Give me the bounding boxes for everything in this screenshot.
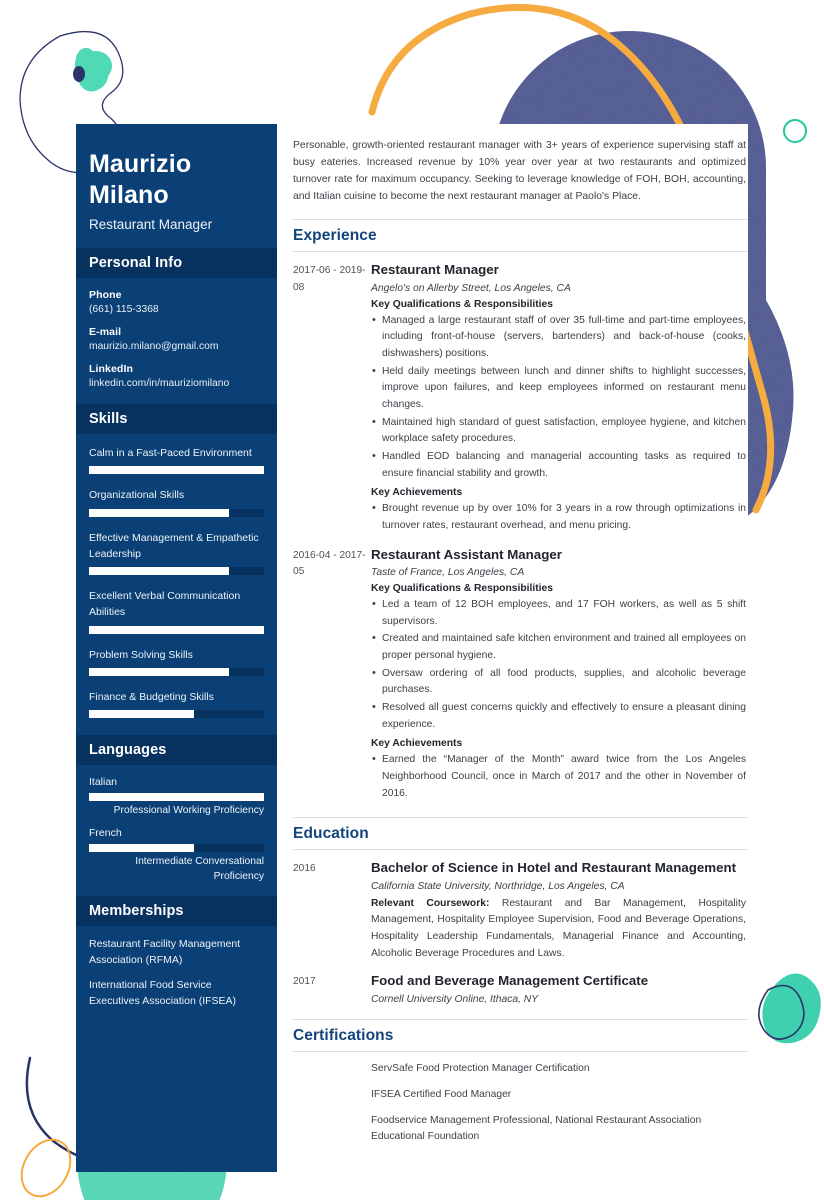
skill-bar-fill (89, 509, 229, 517)
skill-bar-track (89, 509, 264, 517)
experience-job-title: Restaurant Manager (371, 262, 499, 278)
languages-list (76, 765, 277, 896)
language-item (89, 776, 264, 818)
bullet-item: • Resolved all guest concerns quickly and effectively to ensure a pleasant dining experience. (371, 700, 746, 733)
education-date: 2017 (293, 976, 316, 988)
navy-dot-topleft (73, 66, 85, 82)
memberships-list (76, 926, 277, 1023)
skill-label: Calm in a Fast-Paced Environment (89, 447, 252, 459)
skill-bar-track (89, 668, 264, 676)
experience-entry (293, 261, 748, 535)
section-heading-certifications: Certifications (293, 1026, 394, 1044)
contact-item-phone (89, 289, 264, 315)
experience-employer: Angelo's on Allerby Street, Los Angeles, CA (371, 282, 571, 294)
language-label: French (89, 826, 122, 839)
language-item (89, 827, 264, 885)
section-experience (293, 219, 748, 803)
contact-label-linkedin: LinkedIn (89, 363, 133, 375)
skill-label: Excellent Verbal Communication Abilities (89, 590, 241, 619)
education-coursework (371, 896, 746, 963)
bullet-item: • Managed a large restaurant staff of over 35 full-time and part-time employees, including front-of-house (servers, bartenders) and back-of-house (cooks, dishwashers) positions. (371, 313, 746, 363)
experience-details (371, 546, 748, 804)
section-heading-education: Education (293, 825, 369, 843)
profile-summary: Personable, growth-oriented restaurant manager with 3+ years of experience supervising staff at busy eateries. Increased revenue by 10% year over year at two restaurants and optimized turnover rate for maximum occupancy. Seeking to leverage knowledge of FOH, BOH, accounting, and Italian cuisine to become the next restaurant manager at Paolo's Place. (293, 140, 746, 202)
skill-label: Finance & Budgeting Skills (89, 690, 214, 703)
orange-ellipse-outline-bottomleft (12, 1131, 80, 1200)
experience-employer: Taste of France, Los Angeles, CA (371, 567, 525, 578)
membership-item: International Food Service Executives Association (IFSEA) (89, 979, 237, 1008)
education-details (371, 859, 748, 962)
skills-list (76, 434, 277, 735)
bullet-item: • Brought revenue up by over 10% for 3 years in a row through optimizations in turnover rates, restaurant overhead, and menu pricing. (371, 501, 746, 534)
education-degree: Bachelor of Science in Hotel and Restaurant Management (371, 860, 737, 876)
experience-achievements-label: Key Achievements (371, 738, 463, 750)
membership-item: Restaurant Facility Management Association (RFMA) (89, 938, 241, 967)
skill-bar-track (89, 710, 264, 718)
skill-item (89, 689, 264, 718)
sidebar (76, 124, 277, 1172)
experience-qualifications-list (371, 313, 746, 483)
teal-circle-outline (784, 120, 806, 142)
language-bar-fill (89, 793, 264, 801)
candidate-name: Maurizio Milano (89, 150, 192, 209)
teal-blob-right (762, 974, 820, 1044)
skill-bar-fill (89, 466, 264, 474)
education-degree: Food and Beverage Management Certificate (371, 973, 649, 989)
education-coursework-text: Restaurant and Bar Management, Hospitality Management, Hospitality Employee Supervision, Food and Beverage Operations, Hospitality Leadership Fundamentals, Managerial Finance and Accounting, Alcoholic Beverage Procedures and Laws. (371, 897, 746, 959)
education-institution: Cornell University Online, Ithaca, NY (371, 993, 539, 1005)
skill-label: Problem Solving Skills (89, 648, 193, 661)
language-bar-track (89, 793, 264, 801)
skill-bar-fill (89, 710, 194, 718)
candidate-job-title: Restaurant Manager (89, 217, 213, 232)
education-entry (293, 859, 748, 962)
section-heading-wrap-education (293, 817, 748, 850)
experience-date: 2016-04 - 2017-05 (293, 549, 366, 578)
experience-qualifications-label: Key Qualifications & Responsibilities (371, 583, 553, 594)
section-certifications (293, 1019, 748, 1145)
experience-achievements-label: Key Achievements (371, 487, 463, 499)
contact-label-phone: Phone (89, 289, 122, 301)
skill-bar-track (89, 567, 264, 575)
bullet-item: • Created and maintained safe kitchen environment and trained all employees on proper personal hygiene. (371, 631, 746, 664)
contact-label-email: E-mail (89, 326, 122, 338)
skill-bar-fill (89, 626, 264, 634)
language-proficiency: Professional Working Proficiency (113, 805, 264, 817)
bullet-item: • Handled EOD balancing and managerial accounting tasks as required to ensure financial stability and growth. (371, 449, 746, 482)
experience-achievements-list (371, 501, 746, 534)
experience-date: 2017-06 - 2019-08 (293, 265, 366, 293)
contact-value-email[interactable]: maurizio.milano@gmail.com (89, 341, 219, 352)
green-blob-topleft-lobe (77, 48, 95, 66)
skill-bar-fill (89, 668, 229, 676)
section-education (293, 817, 748, 1004)
sidebar-heading-memberships: Memberships (76, 896, 277, 926)
experience-job-title: Restaurant Assistant Manager (371, 546, 562, 562)
contact-item-email (89, 326, 264, 352)
skill-item (89, 530, 264, 576)
education-institution: California State University, Northridge, Los Angeles, CA (371, 880, 625, 892)
certification-item: Foodservice Management Professional, National Restaurant Association Educational Foundation (371, 1114, 702, 1142)
bullet-item: • Earned the “Manager of the Month” award twice from the Los Angeles Neighborhood Council, once in March of 2017 and the other in November of 2016. (371, 752, 746, 802)
skill-bar-track (89, 626, 264, 634)
skill-item (89, 445, 264, 474)
skill-item (89, 647, 264, 676)
contact-item-linkedin (89, 363, 264, 389)
skill-item (89, 588, 264, 634)
experience-achievements-list (371, 752, 746, 802)
resume-card (76, 124, 748, 1172)
section-heading-wrap-certifications (293, 1019, 748, 1052)
skill-label: Effective Management & Empathetic Leadership (89, 531, 259, 560)
skill-item (89, 487, 264, 516)
language-label: Italian (89, 776, 118, 789)
experience-qualifications-label: Key Qualifications & Responsibilities (371, 298, 553, 310)
bullet-item: • Led a team of 12 BOH employees, and 17 FOH workers, as well as 5 shift supervisors. (371, 597, 746, 630)
language-proficiency: Intermediate Conversational Proficiency (135, 855, 264, 882)
experience-details (371, 261, 748, 535)
skill-bar-fill (89, 567, 229, 575)
bullet-item: • Oversaw ordering of all food products, supplies, and alcoholic beverage purchases. (371, 666, 746, 699)
experience-qualifications-list (371, 597, 746, 733)
skill-bar-track (89, 466, 264, 474)
bullet-item: • Maintained high standard of guest satisfaction, employee hygiene, and kitchen workplace safety procedures. (371, 415, 746, 448)
bullet-item: • Held daily meetings between lunch and dinner shifts to highlight successes, improve upon failures, and keep employees informed on restaurant menu changes. (371, 364, 746, 414)
sidebar-heading-languages: Languages (76, 735, 277, 765)
skill-label: Organizational Skills (89, 489, 185, 502)
certification-item: ServSafe Food Protection Manager Certification (371, 1062, 590, 1074)
language-bar-fill (89, 844, 194, 852)
personal-info-list (76, 278, 277, 404)
education-entry (293, 972, 748, 1004)
sidebar-heading-personal-info: Personal Info (76, 248, 277, 278)
education-details (371, 972, 748, 1004)
sidebar-heading-skills: Skills (76, 404, 277, 434)
section-heading-experience: Experience (293, 227, 377, 245)
language-bar-track (89, 844, 264, 852)
contact-value-phone[interactable]: (661) 115-3368 (89, 304, 159, 315)
contact-value-linkedin[interactable]: linkedin.com/in/mauriziomilano (89, 378, 230, 389)
main-content (277, 124, 748, 1172)
certification-item: IFSEA Certified Food Manager (371, 1088, 512, 1100)
experience-entry (293, 546, 748, 804)
section-heading-wrap-experience (293, 219, 748, 252)
education-date: 2016 (293, 863, 316, 875)
education-coursework-label: Relevant Coursework: (371, 897, 490, 909)
